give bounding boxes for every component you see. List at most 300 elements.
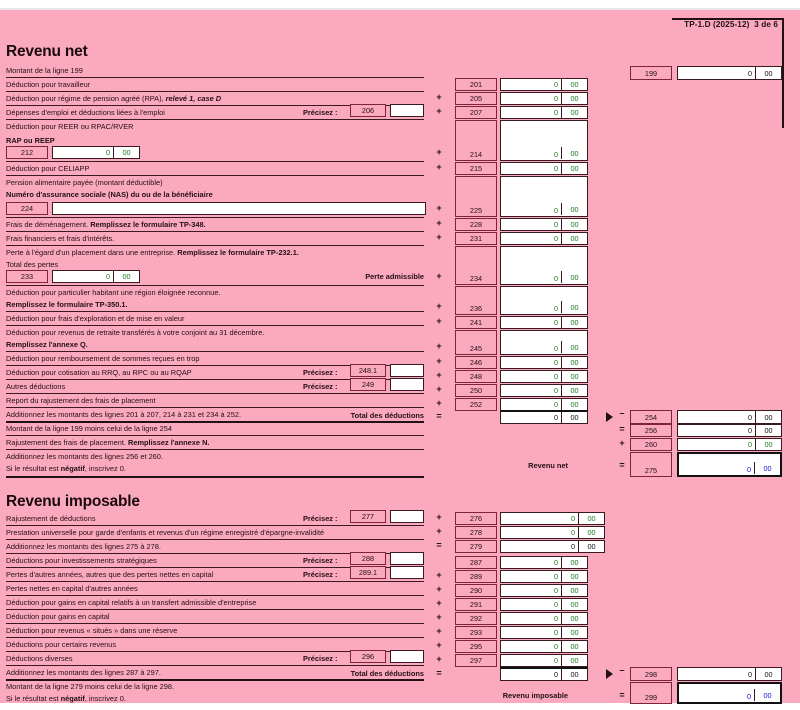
amount-214-cents: 00 <box>561 147 587 159</box>
amount-228-cents: 00 <box>561 219 587 230</box>
row-rule <box>6 623 424 624</box>
amount-214-dollars: 0 <box>553 150 558 159</box>
line-number-295: 295 <box>455 640 497 653</box>
amount-289[interactable] <box>500 570 588 583</box>
amount-298[interactable] <box>677 667 782 681</box>
operator-plus-205: + <box>436 92 442 102</box>
amount-231-cents: 00 <box>561 233 587 244</box>
page-number-text: 3 de 6 <box>754 20 778 29</box>
amount-total-imp-cents: 00 <box>561 669 587 680</box>
amount-234-cents: 00 <box>561 271 587 283</box>
amount-297[interactable] <box>500 654 588 667</box>
amount-299-cents: 00 <box>754 689 780 701</box>
amount-241-cents: 00 <box>561 317 587 328</box>
precisez-label-277: Précisez : <box>303 514 338 523</box>
line-number-212: 212 <box>6 146 48 159</box>
amount-225[interactable] <box>500 176 588 217</box>
amount-212[interactable] <box>52 146 140 159</box>
amount-293[interactable] <box>500 626 588 639</box>
operator-plus-289: + <box>436 570 442 580</box>
amount-291-cents: 00 <box>561 599 587 610</box>
row-label-reer: Déduction pour REER ou RPAC/RVER <box>6 122 134 131</box>
row-label-279-moins-298: Montant de la ligne 279 moins celui de la ligne 298. <box>6 682 175 691</box>
line-number-206: 206 <box>350 104 386 117</box>
amount-275-cents: 00 <box>754 462 780 474</box>
row-rule <box>6 393 424 394</box>
row-rule <box>6 161 424 162</box>
amount-293-dollars: 0 <box>553 628 558 637</box>
amount-236-cents: 00 <box>561 301 587 313</box>
section-title-revenu-net: Revenu net <box>6 43 88 60</box>
row-rule <box>6 91 424 92</box>
amount-245[interactable] <box>500 330 588 355</box>
amount-250-cents: 00 <box>561 385 587 396</box>
amount-total-deductions-net[interactable] <box>500 410 588 424</box>
amount-260-cents: 00 <box>755 439 781 450</box>
line-number-250: 250 <box>455 384 497 397</box>
line-number-234: 234 <box>455 246 497 285</box>
row-label-pertes-nettes-capital: Pertes nettes en capital d'autres années <box>6 584 138 593</box>
amount-250[interactable] <box>500 384 588 397</box>
row-rule <box>6 217 424 218</box>
amount-256[interactable] <box>677 424 782 437</box>
amount-298-cents: 00 <box>755 668 781 680</box>
operator-equals-299: = <box>619 690 625 700</box>
line-number-297: 297 <box>455 654 497 667</box>
row-label-transfert-entreprise: Déduction pour gains en capital relatifs à un transfert admissible d'entreprise <box>6 598 257 607</box>
amount-234-dollars: 0 <box>553 274 558 283</box>
row-rule <box>6 609 424 610</box>
form-id-text: TP-1.D (2025-12) <box>684 20 750 29</box>
row-label-celiapp: Déduction pour CELIAPP <box>6 164 90 173</box>
operator-plus-278: + <box>436 526 442 536</box>
row-label-region-eloignee: Déduction pour particulier habitant une région éloignée reconnue. <box>6 288 221 297</box>
row-rule <box>6 539 424 540</box>
amount-233-cents: 00 <box>113 271 139 282</box>
line-number-241: 241 <box>455 316 497 329</box>
amount-292-cents: 00 <box>561 613 587 624</box>
input-277[interactable] <box>390 510 424 523</box>
amount-252-dollars: 0 <box>553 400 558 409</box>
row-label-199-moins-254: Montant de la ligne 199 moins celui de la ligne 254 <box>6 424 172 433</box>
row-label-rajustement-frais-text: Rajustement des frais de placement. <box>6 438 129 447</box>
amount-245-cents: 00 <box>561 341 587 353</box>
row-label-revenus-situes-reserve: Déduction pour revenus « situés » dans une réserve <box>6 626 178 635</box>
row-label-remboursement: Déduction pour remboursement de sommes reçues en trop <box>6 354 200 363</box>
row-label-si-negatif-net <box>6 464 424 474</box>
operator-plus-292: + <box>436 612 442 622</box>
line-number-277: 277 <box>350 510 386 523</box>
row-label-depenses-emploi: Dépenses d'emploi et déductions liées à l'emploi <box>6 108 165 117</box>
operator-equals-279: = <box>436 540 442 550</box>
amount-278-dollars: 0 <box>570 528 575 537</box>
row-label-report-rajustement: Report du rajustement des frais de placement <box>6 396 156 405</box>
amount-248-cents: 00 <box>561 371 587 382</box>
amount-293-cents: 00 <box>561 627 587 638</box>
amount-228-dollars: 0 <box>553 220 558 229</box>
amount-279-cents: 00 <box>578 541 604 552</box>
row-label-total-pertes: Total des pertes <box>6 260 59 269</box>
amount-246[interactable] <box>500 356 588 369</box>
line-number-252: 252 <box>455 398 497 411</box>
caption-revenu-imposable: Revenu imposable <box>502 691 568 700</box>
section-title-revenu-imposable: Revenu imposable <box>6 493 140 510</box>
amount-256-dollars: 0 <box>747 426 752 435</box>
amount-278-cents: 00 <box>578 527 604 538</box>
amount-207-dollars: 0 <box>553 108 558 117</box>
amount-298-dollars: 0 <box>747 669 752 679</box>
line-number-199: 199 <box>630 66 672 80</box>
amount-252-cents: 00 <box>561 399 587 410</box>
amount-205[interactable] <box>500 92 588 105</box>
line-number-207: 207 <box>455 106 497 119</box>
row-label-demenagement-text: Frais de déménagement. <box>6 220 91 229</box>
line-number-215: 215 <box>455 162 497 175</box>
line-number-224: 224 <box>6 202 48 215</box>
operator-plus-293: + <box>436 626 442 636</box>
line-number-287: 287 <box>455 556 497 569</box>
row-label-additionnez-287-297: Additionnez les montants des lignes 287 à 297. <box>6 668 161 677</box>
top-divider <box>0 8 800 10</box>
precisez-label-288: Précisez : <box>303 556 338 565</box>
amount-276[interactable] <box>500 512 605 525</box>
amount-212-dollars: 0 <box>105 148 110 157</box>
amount-241-dollars: 0 <box>553 318 558 327</box>
amount-276-dollars: 0 <box>570 514 575 523</box>
carry-arrow-imposable <box>606 669 613 679</box>
form-identifier <box>684 20 778 29</box>
line-number-278: 278 <box>455 526 497 539</box>
row-rule <box>6 407 424 408</box>
operator-plus-248: + <box>436 370 442 380</box>
row-label-rajustement-deductions: Rajustement de déductions <box>6 514 96 523</box>
line-number-291: 291 <box>455 598 497 611</box>
amount-289-cents: 00 <box>561 571 587 582</box>
amount-246-cents: 00 <box>561 357 587 368</box>
row-label-nas: Numéro d'assurance sociale (NAS) du ou de la bénéficiaire <box>6 190 213 199</box>
input-248-1[interactable] <box>390 364 424 377</box>
operator-plus-214: + <box>436 147 442 157</box>
amount-297-dollars: 0 <box>553 656 558 665</box>
amount-276-cents: 00 <box>578 513 604 524</box>
row-rule <box>6 311 424 312</box>
amount-248-dollars: 0 <box>553 372 558 381</box>
amount-290-cents: 00 <box>561 585 587 596</box>
line-number-298: 298 <box>630 667 672 681</box>
row-label-perte-placement <box>6 248 424 258</box>
operator-plus-260: + <box>619 438 625 448</box>
operator-equals-total-imposable: = <box>436 668 442 678</box>
amount-234[interactable] <box>500 246 588 285</box>
row-label-ligne-199: Montant de la ligne 199 <box>6 66 83 75</box>
amount-241[interactable] <box>500 316 588 329</box>
row-label-exploration: Déduction pour frais d'exploration et de mise en valeur <box>6 314 185 323</box>
amount-207[interactable] <box>500 106 588 119</box>
row-label-rap-reep: RAP ou REEP <box>6 136 55 145</box>
carry-arrow-net <box>606 412 613 422</box>
operator-plus-291: + <box>436 598 442 608</box>
row-label-additionnez-256-260: Additionnez les montants des lignes 256 et 260. <box>6 452 163 461</box>
amount-275-dollars: 0 <box>746 465 751 474</box>
operator-equals-total-net: = <box>436 411 442 421</box>
row-label-demenagement <box>6 220 424 230</box>
row-label-perte-placement-strong: Remplissez le formulaire TP-232.1. <box>177 248 299 257</box>
row-rule <box>6 77 424 78</box>
row-rule <box>6 679 424 681</box>
amount-233-dollars: 0 <box>105 272 110 281</box>
amount-225-dollars: 0 <box>553 206 558 215</box>
header-vertical-rule <box>782 18 784 128</box>
operator-plus-295: + <box>436 640 442 650</box>
si-negatif-pre: Si le résultat est <box>6 464 61 473</box>
amount-254[interactable] <box>677 410 782 424</box>
line-number-231: 231 <box>455 232 497 245</box>
line-number-214: 214 <box>455 120 497 161</box>
precisez-label-289-1: Précisez : <box>303 570 338 579</box>
amount-215[interactable] <box>500 162 588 175</box>
row-label-rpa-emphasis: relevé 1, case D <box>165 94 222 103</box>
amount-225-cents: 00 <box>561 203 587 215</box>
amount-236[interactable] <box>500 286 588 315</box>
row-label-si-negatif-imposable <box>6 694 424 704</box>
line-number-260: 260 <box>630 438 672 451</box>
input-289-1[interactable] <box>390 566 424 579</box>
operator-plus-252: + <box>436 398 442 408</box>
amount-295-cents: 00 <box>561 641 587 652</box>
amount-248[interactable] <box>500 370 588 383</box>
si-negatif2-strong: négatif <box>60 694 85 703</box>
amount-214[interactable] <box>500 120 588 161</box>
line-number-228: 228 <box>455 218 497 231</box>
amount-290[interactable] <box>500 584 588 597</box>
caption-revenu-net: Revenu net <box>528 461 568 470</box>
caption-perte-admissible: Perte admissible <box>365 272 424 281</box>
row-label-rajustement-frais <box>6 438 424 448</box>
top-white-strip <box>0 0 800 8</box>
line-number-256: 256 <box>630 424 672 437</box>
amount-total-deductions-imposable[interactable] <box>500 667 588 681</box>
line-number-201: 201 <box>455 78 497 91</box>
amount-total-net-dollars: 0 <box>553 413 558 422</box>
amount-295[interactable] <box>500 640 588 653</box>
amount-212-cents: 00 <box>113 147 139 158</box>
amount-260-dollars: 0 <box>747 440 752 449</box>
amount-231[interactable] <box>500 232 588 245</box>
amount-245-dollars: 0 <box>553 344 558 353</box>
amount-205-dollars: 0 <box>553 94 558 103</box>
bottom-white-strip <box>0 703 800 710</box>
operator-plus-290: + <box>436 584 442 594</box>
row-label-additionnez-201-252: Additionnez les montants des lignes 201 à 207, 214 à 231 et 234 à 252. <box>6 410 242 419</box>
amount-215-dollars: 0 <box>553 164 558 173</box>
amount-292-dollars: 0 <box>553 614 558 623</box>
row-label-prestation-universelle: Prestation universelle pour garde d'enfants et revenus d'un régime enregistré d'épargne-invalidité <box>6 528 325 537</box>
amount-205-cents: 00 <box>561 93 587 104</box>
caption-total-deductions-imposable: Total des déductions <box>350 669 424 678</box>
operator-minus-298: – <box>619 665 625 675</box>
row-rule <box>6 175 424 176</box>
amount-295-dollars: 0 <box>553 642 558 651</box>
amount-201-cents: 00 <box>561 79 587 90</box>
line-number-248-1: 248.1 <box>350 364 386 377</box>
operator-plus-276: + <box>436 512 442 522</box>
si-negatif2-post: , inscrivez 0. <box>84 694 126 703</box>
input-296[interactable] <box>390 650 424 663</box>
amount-254-dollars: 0 <box>747 412 752 422</box>
input-206[interactable] <box>390 104 424 117</box>
line-number-275: 275 <box>630 452 672 477</box>
amount-199-dollars: 0 <box>747 68 752 78</box>
input-249[interactable] <box>390 378 424 391</box>
operator-plus-297: + <box>436 654 442 664</box>
row-rule <box>6 245 424 246</box>
line-number-288: 288 <box>350 552 386 565</box>
row-label-deduction-travailleur: Déduction pour travailleur <box>6 80 91 89</box>
amount-total-imp-dollars: 0 <box>553 670 558 679</box>
operator-plus-207: + <box>436 106 442 116</box>
caption-total-deductions-net: Total des déductions <box>350 411 424 420</box>
si-negatif-strong: négatif <box>60 464 85 473</box>
amount-201[interactable] <box>500 78 588 91</box>
line-number-276: 276 <box>455 512 497 525</box>
row-label-revenus-retraite: Déduction pour revenus de retraite transférés à votre conjoint au 31 décembre. <box>6 328 265 337</box>
operator-plus-231: + <box>436 232 442 242</box>
amount-215-cents: 00 <box>561 163 587 174</box>
row-rule <box>6 595 424 596</box>
amount-201-dollars: 0 <box>553 80 558 89</box>
operator-plus-228: + <box>436 218 442 228</box>
row-label-certains-revenus: Déductions pour certains revenus <box>6 640 117 649</box>
line-number-248: 248 <box>455 370 497 383</box>
precisez-label-248-1: Précisez : <box>303 368 338 377</box>
operator-minus-254: – <box>619 408 625 418</box>
line-number-236: 236 <box>455 286 497 315</box>
line-number-205: 205 <box>455 92 497 105</box>
amount-231-dollars: 0 <box>553 234 558 243</box>
line-number-292: 292 <box>455 612 497 625</box>
amount-290-dollars: 0 <box>553 586 558 595</box>
row-label-additionnez-275-278: Additionnez les montants des lignes 275 à 278. <box>6 542 161 551</box>
row-rule <box>6 351 424 352</box>
row-label-frais-financiers: Frais financiers et frais d'intérêts. <box>6 234 115 243</box>
row-label-rajustement-frais-strong: Remplissez l'annexe N. <box>128 438 210 447</box>
row-label-deductions-diverses: Déductions diverses <box>6 654 73 663</box>
line-number-225: 225 <box>455 176 497 217</box>
amount-246-dollars: 0 <box>553 358 558 367</box>
line-number-254: 254 <box>630 410 672 424</box>
amount-236-dollars: 0 <box>553 304 558 313</box>
row-label-demenagement-strong: Remplissez le formulaire TP-348. <box>90 220 206 229</box>
row-label-rrq-rpc-rqap: Déduction pour cotisation au RRQ, au RPC ou au RQAP <box>6 368 192 377</box>
operator-plus-215: + <box>436 162 442 172</box>
operator-plus-245: + <box>436 341 442 351</box>
row-rule <box>6 665 424 666</box>
line-number-299: 299 <box>630 682 672 704</box>
line-number-245: 245 <box>455 330 497 355</box>
row-rule <box>6 285 424 286</box>
input-224-sin[interactable] <box>52 202 426 215</box>
amount-299-dollars: 0 <box>746 692 751 701</box>
amount-250-dollars: 0 <box>553 386 558 395</box>
row-label-pension-alimentaire: Pension alimentaire payée (montant déductible) <box>6 178 163 187</box>
si-negatif-post: , inscrivez 0. <box>84 464 126 473</box>
line-number-233: 233 <box>6 270 48 283</box>
si-negatif2-pre: Si le résultat est <box>6 694 61 703</box>
amount-207-cents: 00 <box>561 107 587 118</box>
amount-297-cents: 00 <box>561 655 587 666</box>
input-288[interactable] <box>390 552 424 565</box>
amount-299[interactable] <box>677 682 782 704</box>
row-label-pertes-autres-annees: Pertes d'autres années, autres que des pertes nettes en capital <box>6 570 214 579</box>
amount-287-dollars: 0 <box>553 558 558 567</box>
operator-plus-246: + <box>436 356 442 366</box>
row-label-annexe-q: Remplissez l'annexe Q. <box>6 340 88 349</box>
operator-plus-236: + <box>436 301 442 311</box>
line-number-289: 289 <box>455 570 497 583</box>
row-rule <box>6 476 424 478</box>
row-label-rpa <box>6 94 424 104</box>
line-number-290: 290 <box>455 584 497 597</box>
amount-289-dollars: 0 <box>553 572 558 581</box>
line-number-293: 293 <box>455 626 497 639</box>
row-label-investissements-strategiques: Déductions pour investissements stratégiques <box>6 556 157 565</box>
amount-279[interactable] <box>500 540 605 553</box>
amount-278[interactable] <box>500 526 605 539</box>
amount-287-cents: 00 <box>561 557 587 568</box>
amount-279-dollars: 0 <box>570 542 575 551</box>
line-number-246: 246 <box>455 356 497 369</box>
row-rule <box>6 421 424 423</box>
amount-291-dollars: 0 <box>553 600 558 609</box>
row-rule <box>6 325 424 326</box>
amount-287[interactable] <box>500 556 588 569</box>
row-rule <box>6 435 424 436</box>
row-rule <box>6 637 424 638</box>
row-rule <box>6 581 424 582</box>
amount-228[interactable] <box>500 218 588 231</box>
row-rule <box>6 119 424 120</box>
row-label-tp-350-1: Remplissez le formulaire TP-350.1. <box>6 300 128 309</box>
amount-254-cents: 00 <box>755 411 781 423</box>
amount-total-net-cents: 00 <box>561 412 587 423</box>
line-number-249: 249 <box>350 378 386 391</box>
operator-equals-275: = <box>619 460 625 470</box>
row-label-rpa-text: Déduction pour régime de pension agréé (RPA), <box>6 94 166 103</box>
amount-292[interactable] <box>500 612 588 625</box>
row-label-autres-deductions: Autres déductions <box>6 382 66 391</box>
amount-199[interactable] <box>677 66 782 80</box>
row-rule <box>6 231 424 232</box>
line-number-289-1: 289.1 <box>350 566 386 579</box>
operator-equals-256: = <box>619 424 625 434</box>
amount-275[interactable] <box>677 452 782 477</box>
row-rule <box>6 449 424 450</box>
precisez-label-249: Précisez : <box>303 382 338 391</box>
precisez-label-206: Précisez : <box>303 108 338 117</box>
row-rule <box>6 525 424 526</box>
amount-260[interactable] <box>677 438 782 451</box>
operator-plus-241: + <box>436 316 442 326</box>
amount-199-cents: 00 <box>755 67 781 79</box>
amount-291[interactable] <box>500 598 588 611</box>
precisez-label-296: Précisez : <box>303 654 338 663</box>
operator-plus-225: + <box>436 203 442 213</box>
line-number-296: 296 <box>350 650 386 663</box>
amount-233[interactable] <box>52 270 140 283</box>
row-label-gains-capital: Déduction pour gains en capital <box>6 612 110 621</box>
operator-plus-250: + <box>436 384 442 394</box>
amount-256-cents: 00 <box>755 425 781 436</box>
